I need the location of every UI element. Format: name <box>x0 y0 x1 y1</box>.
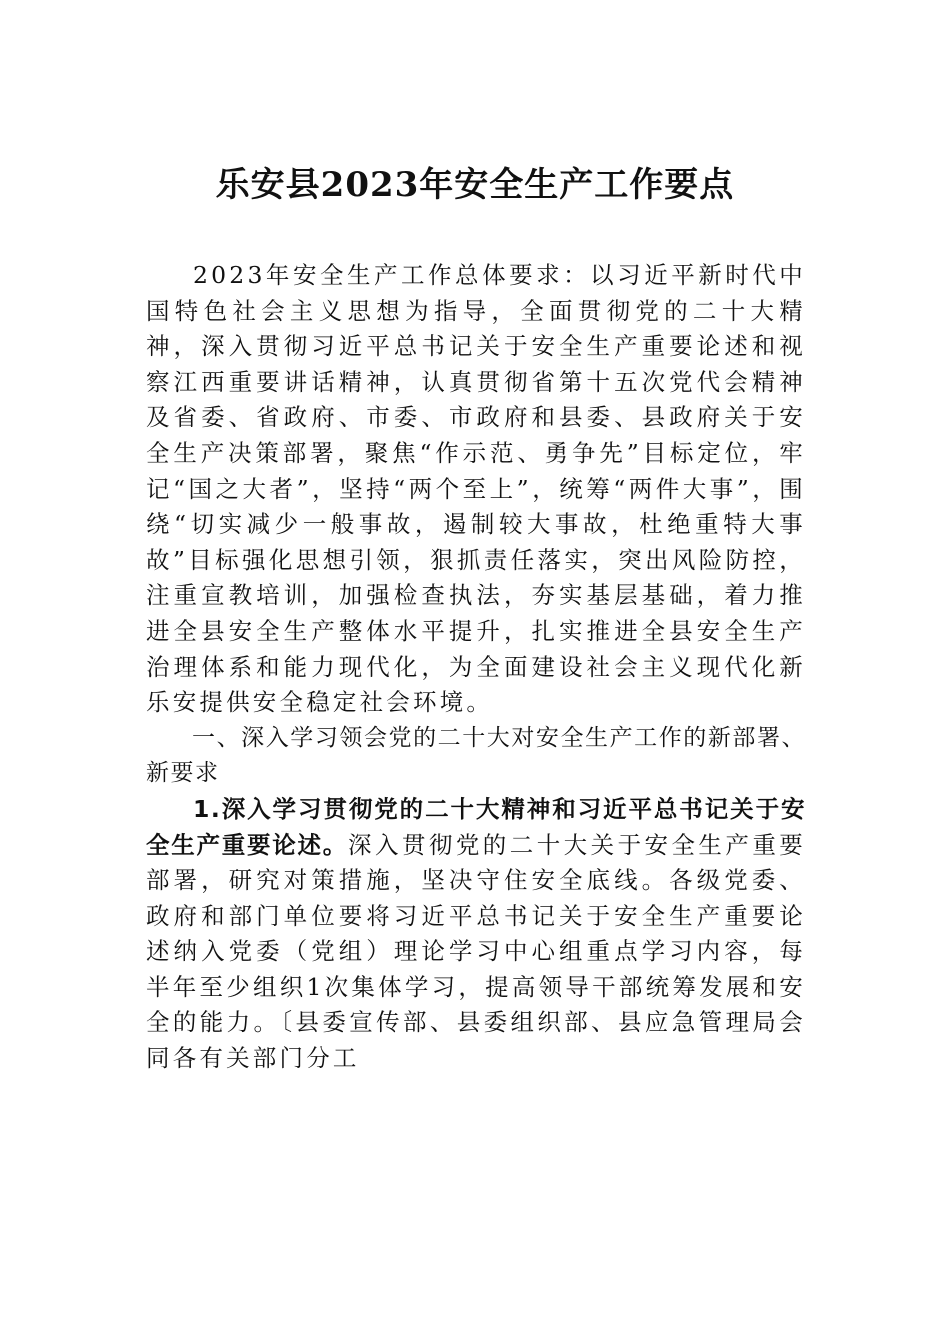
section-heading-1: 一、深入学习领会党的二十大对安全生产工作的新部署、新要求 <box>146 724 806 787</box>
intro-paragraph: 2023年安全生产工作总体要求：以习近平新时代中国特色社会主义思想为指导，全面贯彻党的二十大精神，深入贯彻习近平总书记关于安全生产重要论述和视察江西重要讲话精神，认真贯彻省第十五次党代会精神及省委、省政府、市委、市政府和县委、县政府关于安全生产决策部署，聚焦“作示范、勇争先”目标定位，牢记“国之大者”，坚持“两个至上”，统筹“两件大事”，围绕“切实减少一般事故，遏制较大事故，杜绝重特大事故”目标强化思想引领，狠抓责任落实，突出风险防控，注重宣教培训，加强检查执法，夯实基层基础，着力推进全县安全生产整体水平提升，扎实推进全县安全生产治理体系和能力现代化，为全面建设社会主义现代化新乐安提供安全稳定社会环境。 <box>146 261 806 717</box>
document-body <box>146 258 806 1077</box>
item-1-lead: 1.深入学习贯彻党的二十大精神和习近平总书记关于安全生产重要论述。 <box>146 794 806 859</box>
item-1-body: 深入贯彻党的二十大关于安全生产重要部署，研究对策措施，坚决守住安全底线。各级党委、政府和部门单位要将习近平总书记关于安全生产重要论述纳入党委（党组）理论学习中心组重点学习内容，每半年至少组织1次集体学习，提高领导干部统筹发展和安全的能力。〔县委宣传部、县委组织部、县应急管理局会同各有关部门分工 <box>146 830 806 1073</box>
document-title: 乐安县2023年安全生产工作要点 <box>215 165 735 205</box>
item-1-paragraph <box>146 792 806 1077</box>
